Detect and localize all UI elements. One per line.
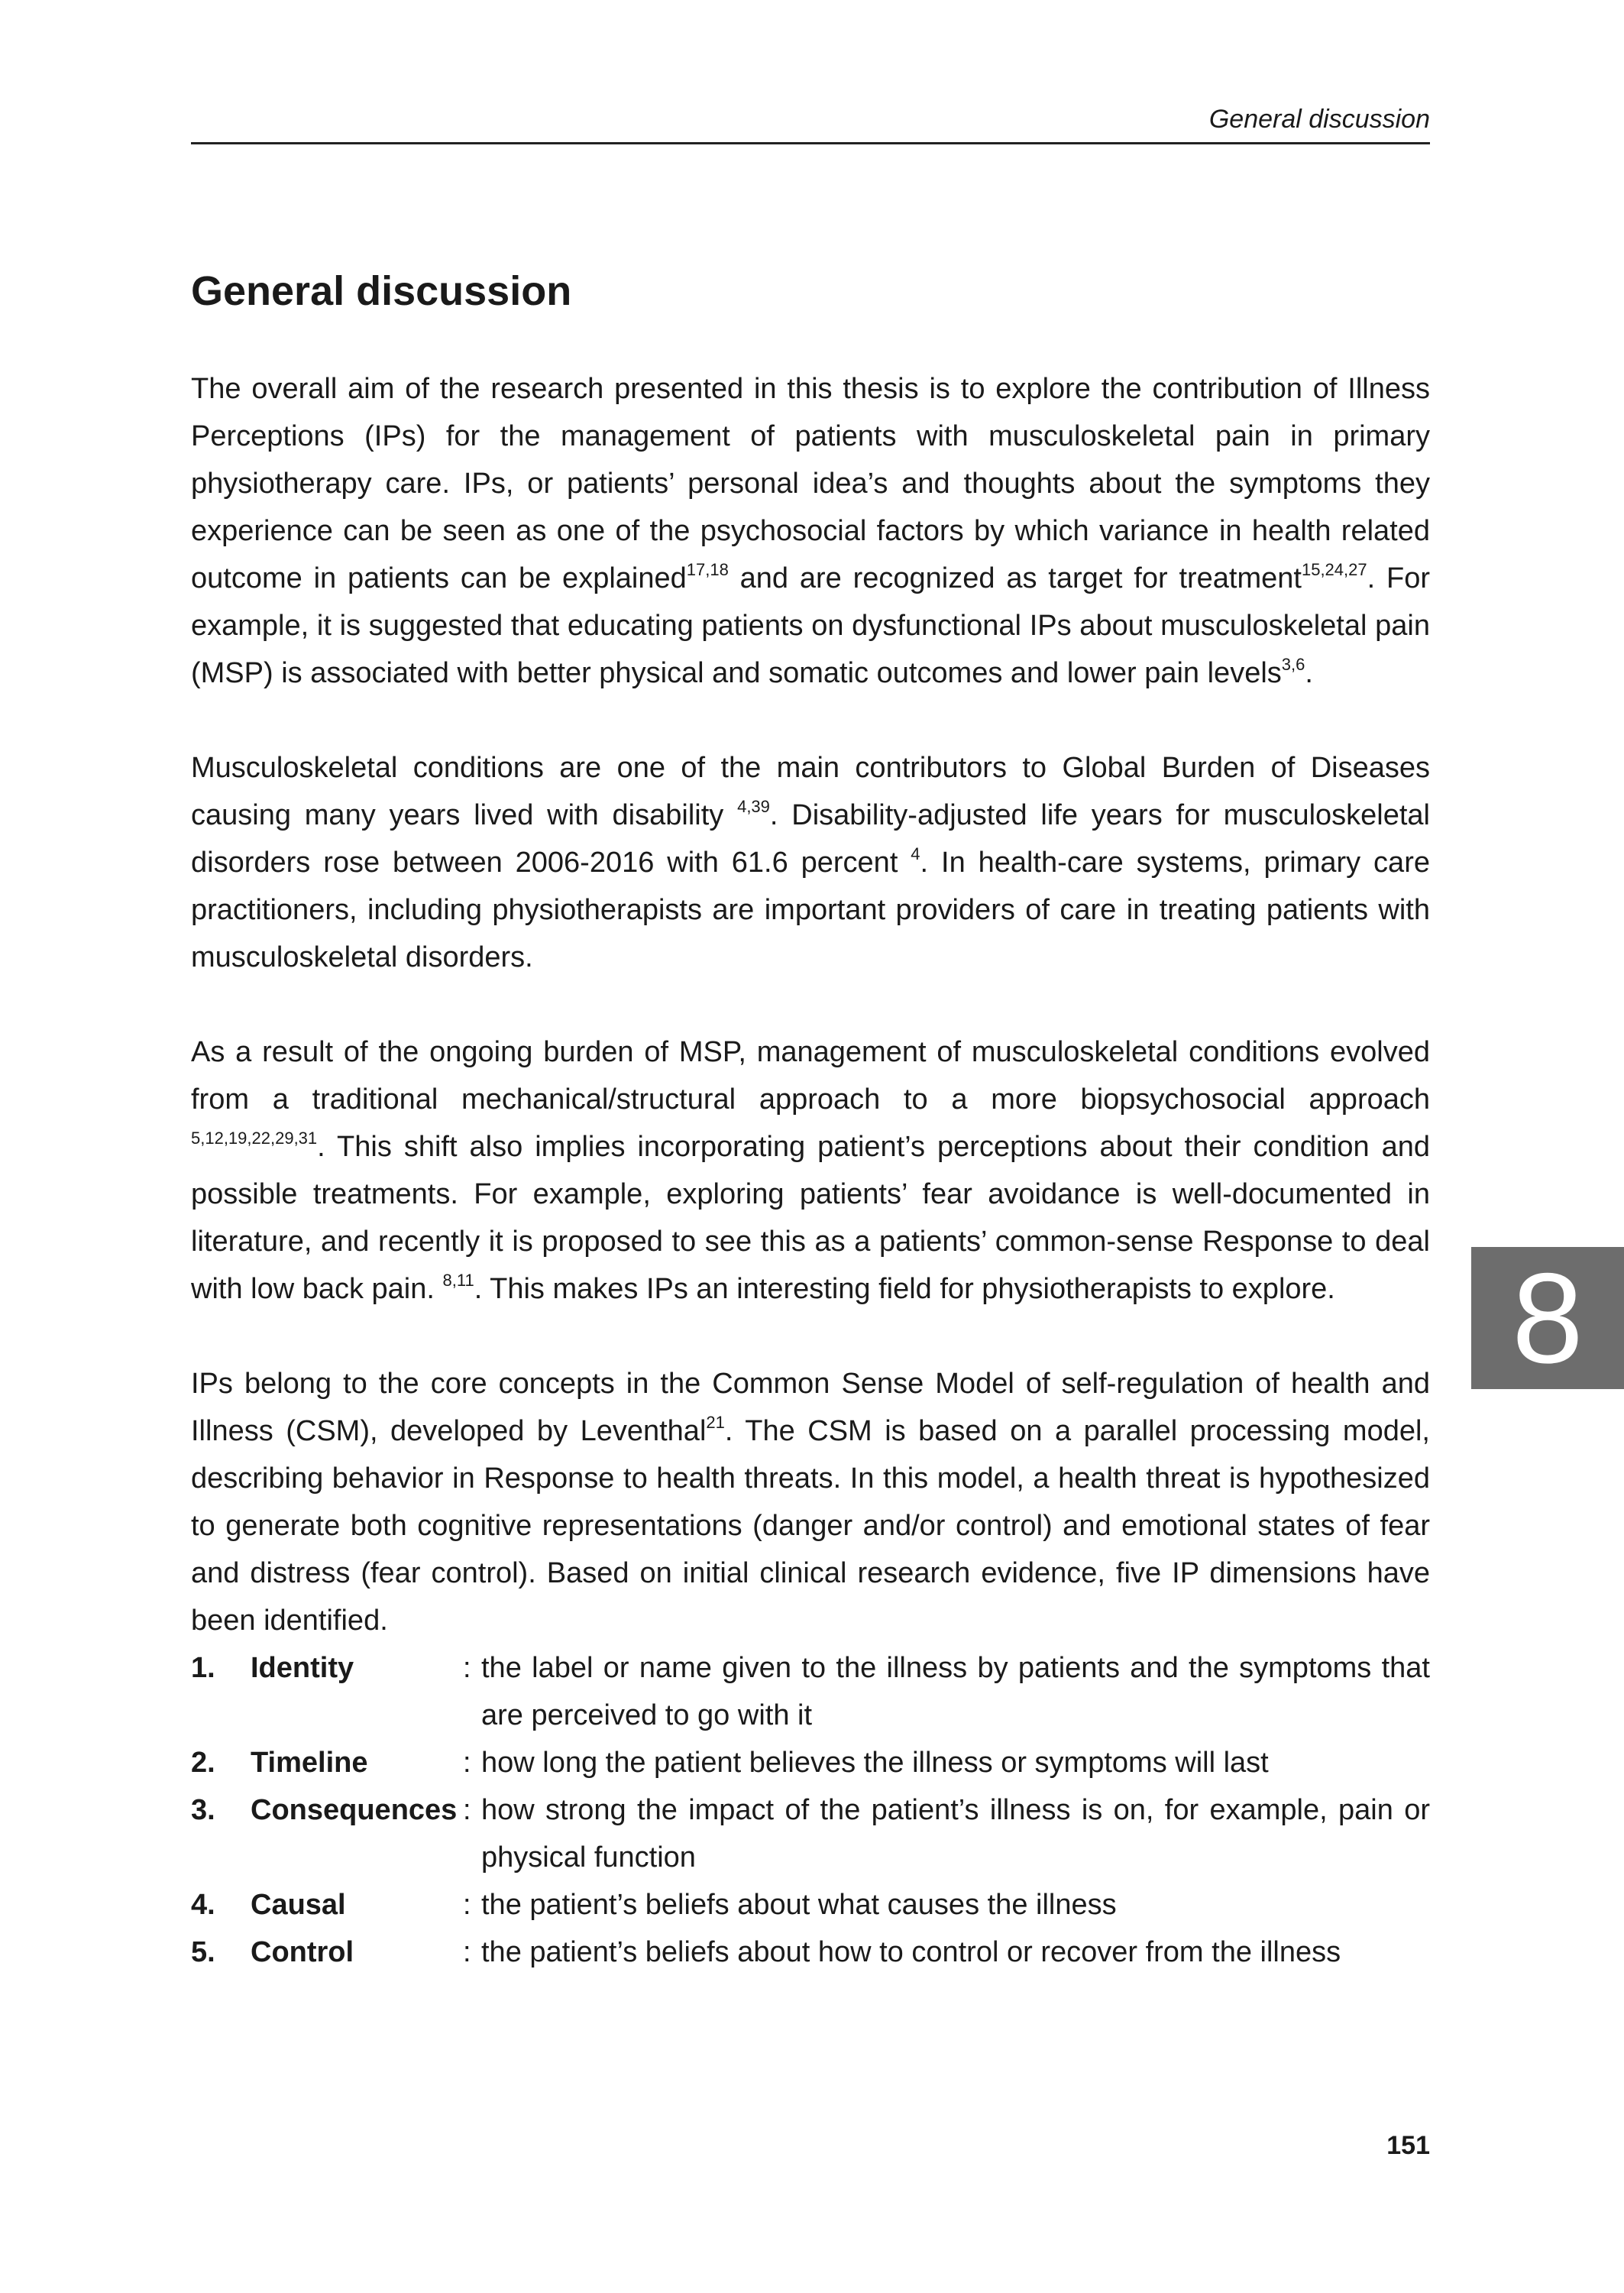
text-run: As a result of the ongoing burden of MSP, management of musculoskeletal conditions evolved from a traditional mechanical/structural approach to a more biopsychosocial approach	[191, 1036, 1430, 1116]
citation-superscript: 4,39	[737, 797, 770, 816]
chapter-tab: 8	[1471, 1247, 1624, 1389]
list-number: 2.	[191, 1747, 215, 1779]
list-number: 1.	[191, 1652, 215, 1684]
text-run: . Disability-adjusted life years for musculoskeletal disorders rose between 2006-2016 with 61.6 percent	[191, 799, 1430, 879]
text-run: and are recognized as target for treatment	[728, 562, 1302, 594]
dimension-name: Timeline	[251, 1747, 368, 1779]
header-rule	[191, 142, 1430, 144]
paragraph	[191, 365, 1430, 697]
text-run: Musculoskeletal conditions are one of the main contributors to Global Burden of Diseases causing many years lived with disability	[191, 752, 1430, 831]
running-head: General discussion	[1208, 105, 1430, 134]
separator: :	[463, 1936, 471, 1968]
separator: :	[463, 1794, 471, 1826]
dimension-description: the label or name given to the illness by patients and the symptoms that are perceived to go with it	[481, 1652, 1430, 1731]
citation-superscript: 5,12,19,22,29,31	[191, 1129, 318, 1148]
paragraph	[191, 744, 1430, 981]
body-text	[191, 365, 1430, 1976]
dimension-name: Control	[251, 1936, 354, 1968]
citation-superscript: 21	[706, 1413, 725, 1432]
list-number: 3.	[191, 1794, 215, 1826]
list-item	[191, 1929, 1430, 1976]
dimension-name: Identity	[251, 1652, 354, 1684]
text-run: . This shift also implies incorporating patient’s perceptions about their condition and possible treatments. For example, exploring patients’ fear avoidance is well-documented in literature, and recently it is proposed to see this as a patients’ common-sense Response to deal with low back pain.	[191, 1131, 1430, 1305]
citation-superscript: 17,18	[686, 560, 729, 579]
list-item	[191, 1739, 1430, 1786]
dimension-description: the patient’s beliefs about how to control or recover from the illness	[481, 1936, 1341, 1968]
dimension-name: Causal	[251, 1889, 346, 1921]
paragraph	[191, 1028, 1430, 1313]
list-item	[191, 1881, 1430, 1929]
text-run: .	[1305, 657, 1313, 689]
citation-superscript: 3,6	[1281, 655, 1305, 674]
citation-superscript: 8,11	[442, 1271, 474, 1290]
text-run: . This makes IPs an interesting field for physiotherapists to explore.	[474, 1273, 1335, 1305]
paragraph	[191, 1360, 1430, 1644]
list-number: 5.	[191, 1936, 215, 1968]
text-run: . In health-care systems, primary care practitioners, including physiotherapists are important providers of care in treating patients with musculoskeletal disorders.	[191, 847, 1430, 973]
dimension-description: how long the patient believes the illness or symptoms will last	[481, 1747, 1269, 1779]
dimension-description: how strong the impact of the patient’s illness is on, for example, pain or physical function	[481, 1794, 1430, 1874]
page-number: 151	[1386, 2131, 1430, 2160]
separator: :	[463, 1652, 471, 1684]
citation-superscript: 15,24,27	[1301, 560, 1367, 579]
text-run: . For example, it is suggested that educating patients on dysfunctional IPs about musculoskeletal pain (MSP) is associated with better physical and somatic outcomes and lower pain levels	[191, 562, 1430, 689]
separator: :	[463, 1747, 471, 1779]
ip-dimension-list	[191, 1644, 1430, 1976]
dimension-description: the patient’s beliefs about what causes the illness	[481, 1889, 1117, 1921]
section-title: General discussion	[191, 268, 572, 314]
text-run: IPs belong to the core concepts in the Common Sense Model of self-regulation of health and Illness (CSM), developed by Leventhal	[191, 1368, 1430, 1447]
list-item	[191, 1786, 1430, 1881]
text-run: . The CSM is based on a parallel processing model, describing behavior in Response to health threats. In this model, a health threat is hypothesized to generate both cognitive representations (danger and/or control) and emotional states of fear and distress (fear control). Based on initial clinical research evidence, five IP dimensions have been identified.	[191, 1415, 1430, 1637]
list-number: 4.	[191, 1889, 215, 1921]
separator: :	[463, 1889, 471, 1921]
dimension-name: Consequences	[251, 1794, 458, 1826]
citation-superscript: 4	[911, 844, 920, 863]
text-run: The overall aim of the research presented in this thesis is to explore the contribution of Illness Perceptions (IPs) for the management of patients with musculoskeletal pain in primary physiotherapy care. IPs, or patients’ personal idea’s and thoughts about the symptoms they experience can be seen as one of the psychosocial factors by which variance in health related outcome in patients can be explained	[191, 373, 1430, 594]
list-item	[191, 1644, 1430, 1739]
